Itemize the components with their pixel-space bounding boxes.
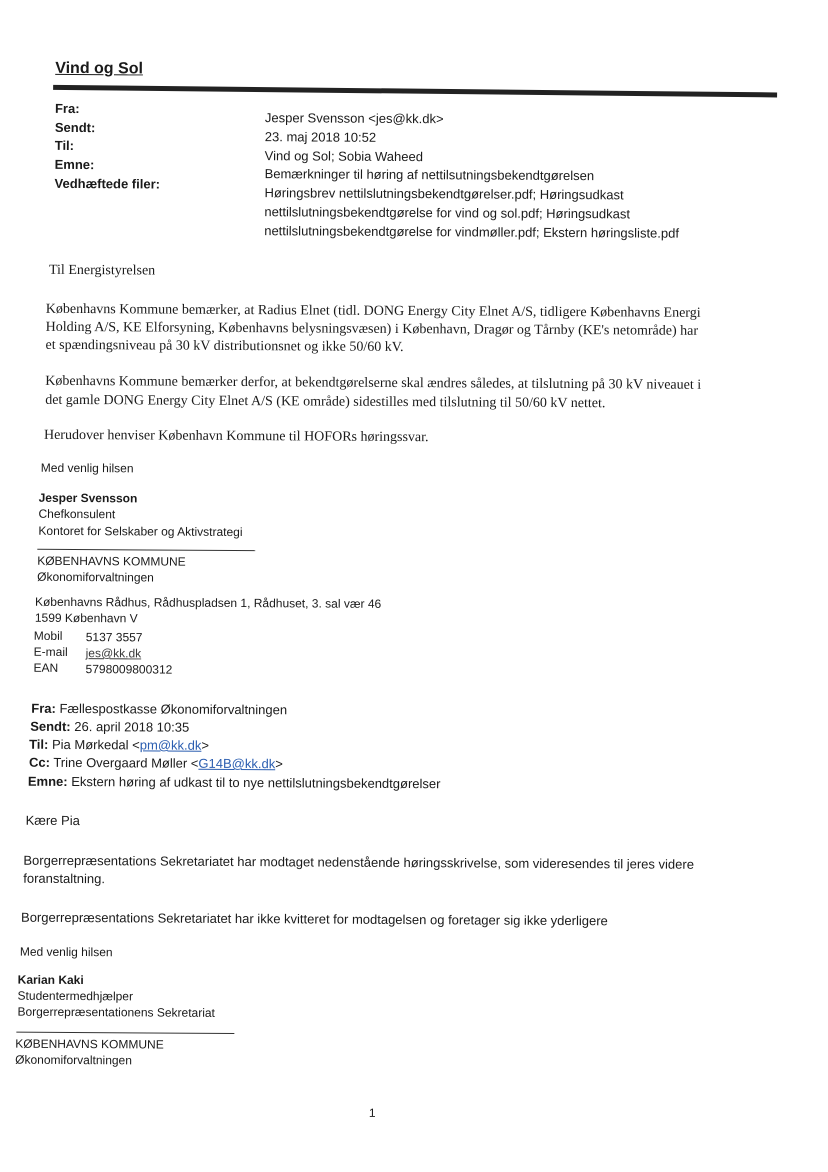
- fwd-from-label: Fra:: [31, 700, 56, 716]
- fwd-to-label: Til:: [29, 736, 49, 752]
- ean-value: 5798009800312: [85, 662, 173, 677]
- fwd-sig-dept: Økonomiforvaltningen: [15, 1052, 132, 1068]
- page-number: 1: [368, 1105, 376, 1120]
- to-value: Vind og Sol; Sobia Waheed: [264, 148, 424, 165]
- email-link[interactable]: jes@kk.dk: [85, 646, 142, 661]
- letter-salutation: Til Energistyrelsen: [48, 262, 156, 279]
- fwd-sig-role: Studentermedhjælper: [17, 988, 134, 1004]
- attachments-line-2: nettilslutningsbekendtgørelse for vind og sol.pdf; Høringsudkast: [264, 204, 631, 222]
- letter-p1-line2: Holding A/S, KE Elforsyning, Københavns belysningsvæsen) i København, Dragør og Tårnby (KE's netområde) har: [45, 319, 699, 339]
- letter-p2-line2: det gamle DONG Energy City Elnet A/S (KE område) sidestilles med tilslutning til 50/60 kV nettet.: [45, 392, 606, 412]
- letter-closing: Med venlig hilsen: [40, 460, 134, 476]
- fwd-from-value: Fællespostkasse Økonomiforvaltningen: [59, 700, 288, 718]
- fwd-cc-name: Trine Overgaard Møller <: [53, 754, 199, 771]
- fwd-cc-line: [29, 755, 283, 772]
- fwd-subject-value: Ekstern høring af udkast til to nye nettilslutningsbekendtgørelser: [71, 773, 441, 792]
- signature-name: Jesper Svensson: [38, 490, 138, 506]
- fwd-sig-divider: [16, 1032, 234, 1034]
- sent-value: 23. maj 2018 10:52: [264, 129, 377, 145]
- letter-p1-line3: et spændingsniveau på 30 kV distributionsnet og ikke 50/60 kV.: [45, 337, 404, 356]
- signature-office: Kontoret for Selskaber og Aktivstrategi: [38, 523, 243, 540]
- fwd-sent-label: Sendt:: [30, 718, 71, 734]
- sent-label: Sendt:: [54, 119, 96, 136]
- letter-p1-line1: Københavns Kommune bemærker, at Radius Elnet (tidl. DONG Energy City Elnet A/S, tidligere Københavns Energi: [45, 301, 701, 321]
- fwd-p1-line1: Borgerrepræsentations Sekretariatet har modtaget nedenstående høringsskrivelse, som videresendes til jeres videre: [23, 852, 695, 872]
- letter-p2-line1: Københavns Kommune bemærker derfor, at bekendtgørelserne skal ændres således, at tilslutning på 30 kV niveauet i: [45, 373, 702, 393]
- attachments-line-1: Høringsbrev nettilslutningsbekendtgørelser.pdf; Høringsudkast: [264, 185, 624, 203]
- from-value: Jesper Svensson <jes@kk.dk>: [264, 110, 444, 127]
- signature-role: Chefkonsulent: [38, 506, 116, 522]
- to-label: Til:: [54, 137, 75, 154]
- ean-label: EAN: [33, 660, 59, 675]
- signature-divider: [37, 549, 255, 551]
- document-title: Vind og Sol: [55, 59, 143, 78]
- mobil-value: 5137 3557: [85, 630, 143, 645]
- signature-org: KØBENHAVNS KOMMUNE: [37, 553, 186, 569]
- attachments-line-3: nettilslutningsbekendtgørelse for vindmøller.pdf; Ekstern høringsliste.pdf: [264, 223, 680, 241]
- fwd-greeting: Kære Pia: [25, 812, 80, 829]
- fwd-sent-line: [30, 719, 189, 735]
- fwd-to-name: Pia Mørkedal <: [51, 736, 140, 753]
- fwd-sig-org: KØBENHAVNS KOMMUNE: [15, 1036, 164, 1052]
- fwd-cc-end: >: [275, 756, 283, 772]
- fwd-sig-name: Karian Kaki: [17, 972, 84, 988]
- fwd-sig-office: Borgerrepræsentationens Sekretariat: [17, 1004, 215, 1020]
- fwd-subject-line: [28, 774, 441, 792]
- signature-dept: Økonomiforvaltningen: [37, 569, 154, 585]
- fwd-p1-line2: foranstaltning.: [23, 870, 106, 887]
- letter-p3: Herudover henviser København Kommune til HOFORs høringssvar.: [43, 427, 429, 446]
- fwd-to-end: >: [201, 737, 210, 753]
- subject-label: Emne:: [54, 156, 95, 173]
- attachments-label: Vedhæftede filer:: [54, 175, 161, 192]
- fwd-cc-label: Cc:: [28, 754, 51, 770]
- fwd-p2: Borgerrepræsentations Sekretariatet har ikke kvitteret for modtagelsen og foretager sig ikke yderligere: [21, 909, 608, 929]
- fwd-to-line: [29, 737, 209, 753]
- signature-address-2: 1599 København V: [34, 610, 138, 626]
- fwd-subject-label: Emne:: [27, 773, 68, 789]
- title-rule: [53, 85, 777, 98]
- fwd-from-line: [31, 701, 287, 718]
- from-label: Fra:: [54, 100, 80, 117]
- fwd-sent-value: 26. april 2018 10:35: [74, 719, 190, 735]
- subject-value: Bemærkninger til høring af nettilsutningsbekendtgørelsen: [264, 166, 595, 184]
- fwd-to-email-link[interactable]: pm@kk.dk: [139, 737, 202, 753]
- signature-address-1: Københavns Rådhus, Rådhuspladsen 1, Rådhuset, 3. sal vær 46: [34, 594, 382, 611]
- mobil-label: Mobil: [33, 628, 63, 643]
- fwd-closing: Med venlig hilsen: [19, 944, 113, 960]
- email-label: E-mail: [33, 644, 68, 659]
- fwd-cc-email-link[interactable]: G14B@kk.dk: [198, 755, 276, 772]
